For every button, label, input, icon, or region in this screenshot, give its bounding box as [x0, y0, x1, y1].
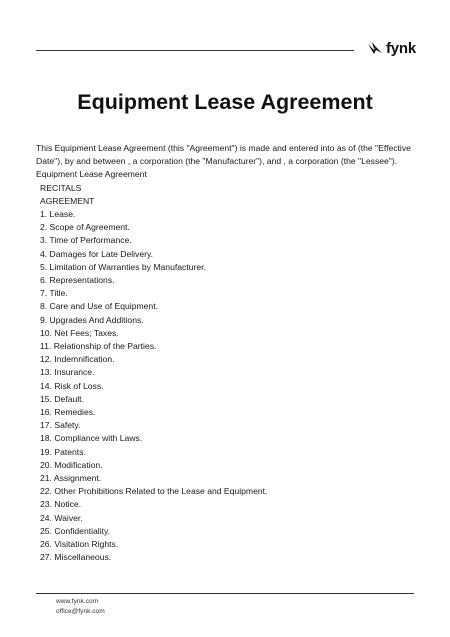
header-divider	[36, 50, 354, 51]
section-item: 17. Safety.	[40, 420, 81, 431]
footer-website: www.fynk.com	[56, 598, 99, 605]
document-body	[36, 142, 421, 565]
brand-logo	[367, 40, 416, 57]
section-item: 12. Indemnification.	[40, 354, 115, 365]
brand-name: fynk	[386, 40, 417, 57]
section-item: 7. Title.	[40, 288, 68, 299]
section-item: 3. Time of Performance.	[40, 235, 132, 246]
agreement-heading: AGREEMENT	[40, 195, 95, 206]
section-item: 14. Risk of Loss.	[40, 380, 104, 391]
section-item: 23. Notice.	[40, 499, 82, 510]
document-title: Equipment Lease Agreement	[77, 90, 373, 114]
section-item: 20. Modification.	[40, 459, 103, 470]
fynk-bird-icon	[367, 41, 383, 57]
section-item: 25. Confidentiality.	[40, 525, 111, 536]
section-list	[36, 208, 421, 564]
section-item: 13. Insurance.	[40, 367, 95, 378]
section-item: 1. Lease.	[40, 209, 76, 220]
section-item: 24. Waiver.	[40, 512, 83, 523]
section-item: 6. Representations.	[40, 275, 115, 286]
section-item: 5. Limitation of Warranties by Manufacturer.	[40, 261, 206, 272]
section-item: 8. Care and Use of Equipment.	[40, 301, 158, 312]
intro-paragraph: This Equipment Lease Agreement (this "Agreement") is made and entered into as of (the "Effective Date"), by and between , a corporation (the "Manufacturer"), and , a corporation (the "Lessee").	[36, 143, 411, 167]
section-item: 9. Upgrades And Additions.	[40, 314, 144, 325]
section-item: 18. Compliance with Laws.	[40, 433, 143, 444]
section-item: 4. Damages for Late Delivery.	[40, 248, 154, 259]
section-item: 2. Scope of Agreement.	[40, 222, 130, 233]
section-item: 11. Relationship of the Parties.	[40, 341, 157, 352]
section-item: 21. Assignment.	[40, 473, 102, 484]
footer-divider	[36, 593, 414, 594]
section-item: 22. Other Prohibitions Related to the Lease and Equipment.	[40, 486, 268, 497]
section-item: 15. Default.	[40, 393, 84, 404]
repeat-title: Equipment Lease Agreement	[36, 169, 147, 180]
footer	[56, 597, 105, 617]
section-item: 27. Miscellaneous.	[40, 552, 112, 563]
recitals-heading: RECITALS	[40, 182, 82, 193]
section-item: 26. Visitation Rights.	[40, 539, 119, 550]
footer-email: office@fynk.com	[56, 608, 105, 615]
section-item: 10. Net Fees; Taxes.	[40, 327, 119, 338]
section-item: 19. Patents.	[40, 446, 86, 457]
section-item: 16. Remedies.	[40, 407, 96, 418]
